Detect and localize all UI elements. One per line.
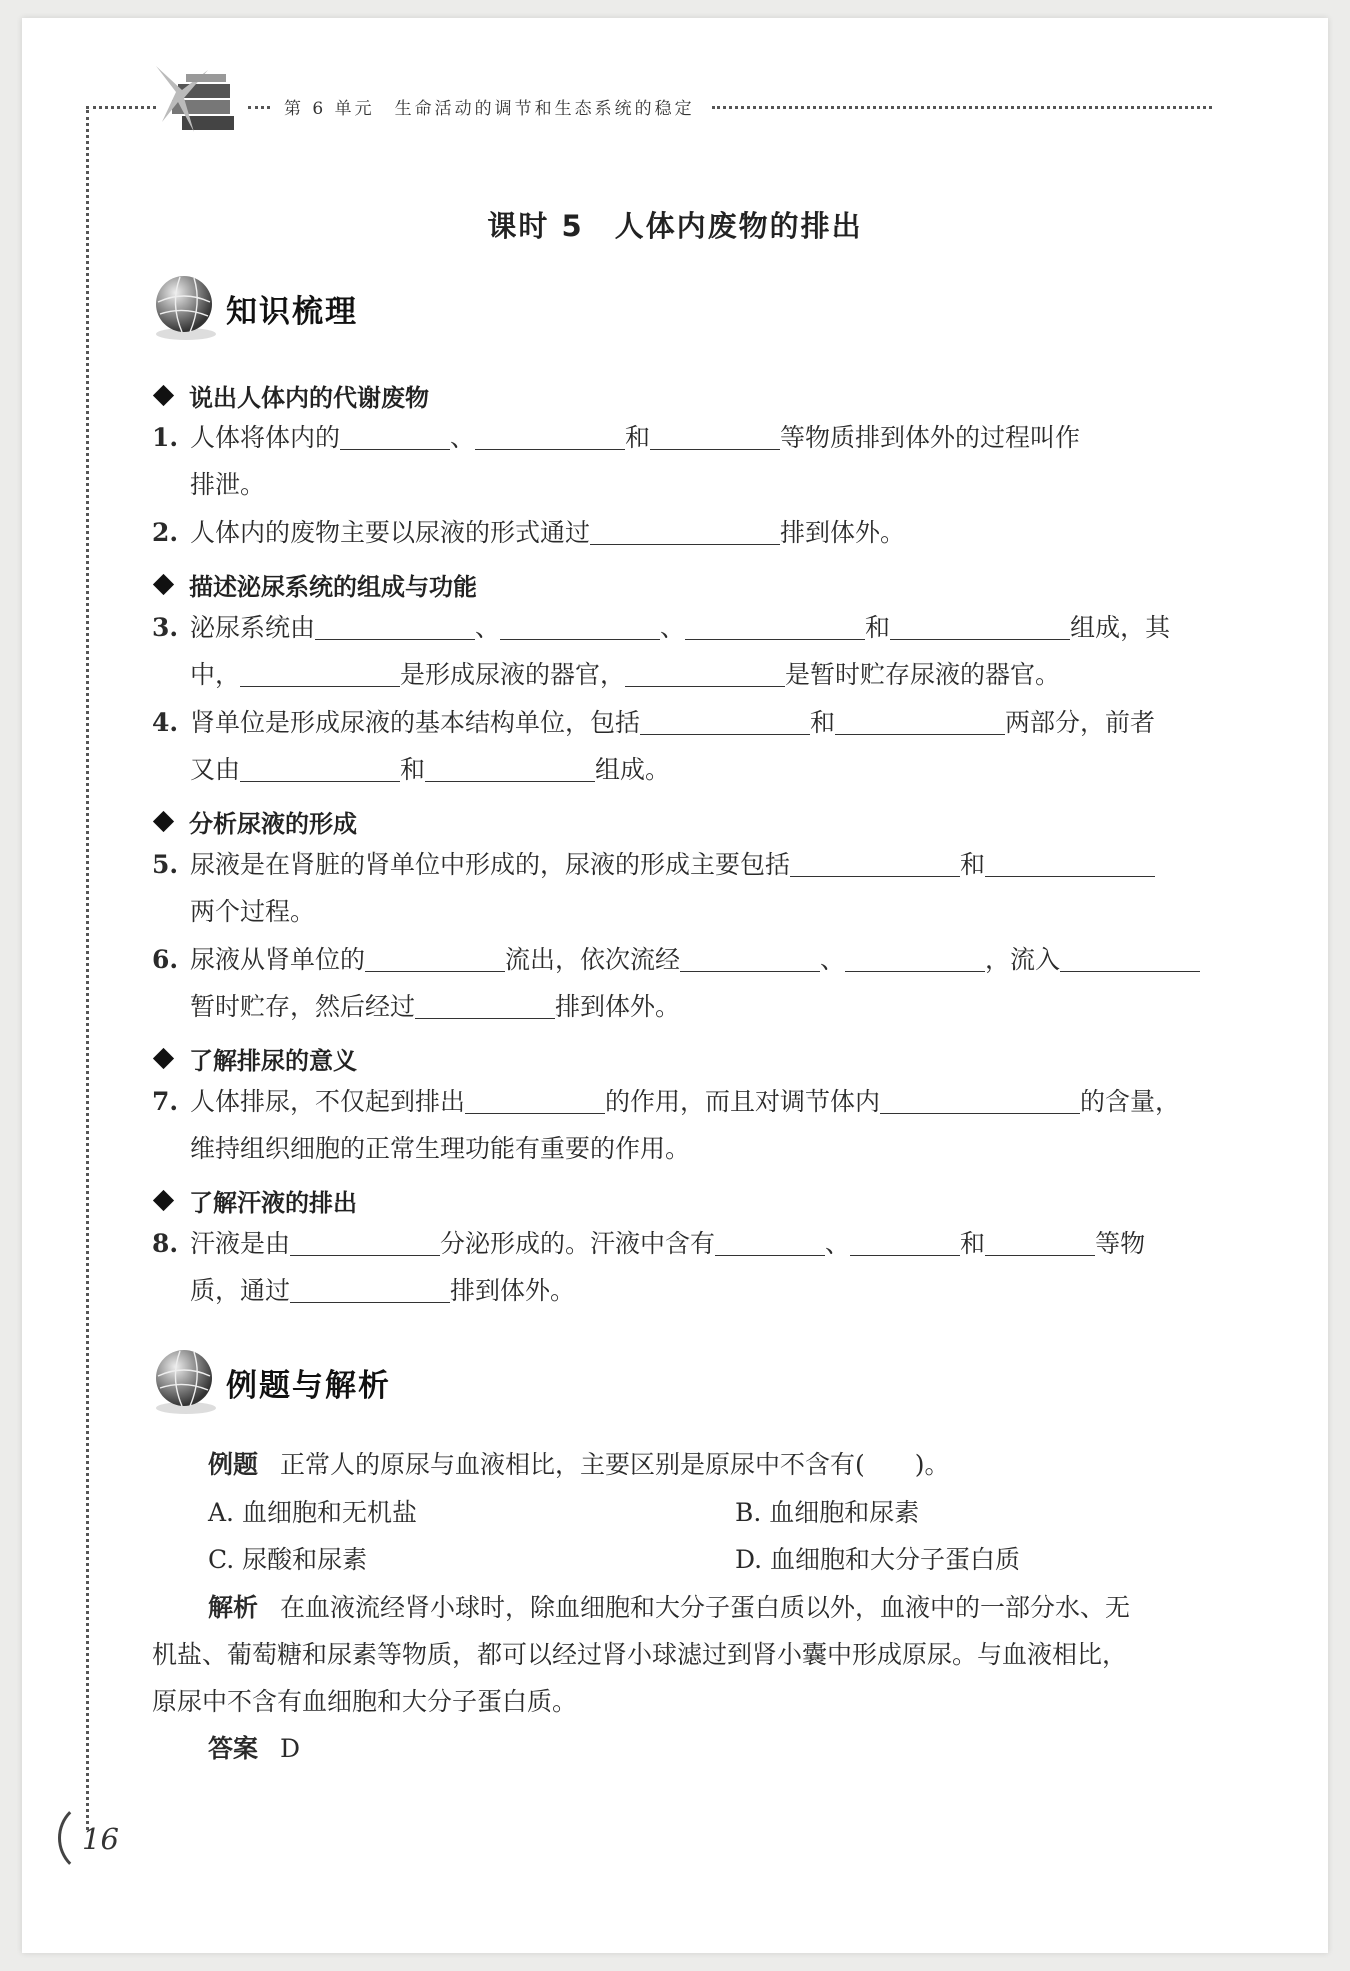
answer-blank[interactable] [290, 1280, 450, 1303]
answer-line: 答案 D [208, 1734, 301, 1763]
question-1-cont: 排泄。 [190, 470, 266, 499]
question-3-cont: 中， 是形成尿液的器官， 是暂时贮存尿液的器官。 [190, 660, 1061, 689]
option-c: C. 尿酸和尿素 [208, 1545, 368, 1574]
answer-blank[interactable] [715, 1233, 825, 1256]
globe-icon [150, 1346, 222, 1418]
answer-blank[interactable] [500, 617, 660, 640]
question-4-cont: 又由 和 组成。 [190, 755, 671, 784]
question-3: 3. 泌尿系统由 、 、 和 组成，其 [152, 613, 1171, 642]
answer-blank[interactable] [880, 1091, 1080, 1114]
question-6-cont: 暂时贮存，然后经过 排到体外。 [190, 992, 681, 1021]
answer-blank[interactable] [425, 759, 595, 782]
answer-blank[interactable] [845, 949, 985, 972]
answer-blank[interactable] [415, 996, 555, 1019]
answer-blank[interactable] [685, 617, 865, 640]
answer-blank[interactable] [290, 1233, 440, 1256]
answer-blank[interactable] [790, 854, 960, 877]
answer-blank[interactable] [315, 617, 475, 640]
question-7-cont: 维持组织细胞的正常生理功能有重要的作用。 [190, 1134, 691, 1163]
unit-header: 第 6 单元 生命活动的调节和生态系统的稳定 [284, 99, 695, 119]
section-label: 知识梳理 [226, 293, 358, 330]
analysis-line-2: 机盐、葡萄糖和尿素等物质，都可以经过肾小球滤过到肾小囊中形成原尿。与血液相比， [152, 1640, 1128, 1669]
subhead-4: 了解排尿的意义 [152, 1041, 357, 1076]
globe-icon [150, 272, 222, 344]
section-label: 例题与解析 [226, 1367, 391, 1404]
answer-blank[interactable] [475, 427, 625, 450]
question-6: 6. 尿液从肾单位的 流出，依次流经 、 ，流入 [152, 947, 1202, 972]
answer-blank[interactable] [890, 617, 1070, 640]
answer-blank[interactable] [365, 949, 505, 972]
answer-blank[interactable] [835, 712, 1005, 735]
diamond-bullet-icon [153, 1048, 174, 1069]
question-8: 8. 汗液是由 分泌形成的。汗液中含有 、 和 等物 [152, 1229, 1146, 1258]
answer-blank[interactable] [680, 949, 820, 972]
option-b: B. 血细胞和尿素 [735, 1498, 920, 1527]
analysis-line-3: 原尿中不含有血细胞和大分子蛋白质。 [152, 1687, 578, 1716]
answer-blank[interactable] [625, 664, 785, 687]
books-logo-icon [148, 62, 248, 142]
diamond-bullet-icon [153, 574, 174, 595]
option-d: D. 血细胞和大分子蛋白质 [735, 1545, 1021, 1574]
margin-dotted-line [86, 110, 89, 1830]
answer-blank[interactable] [340, 427, 450, 450]
header-dotted-line-right [712, 106, 1212, 109]
answer-blank[interactable] [850, 1233, 960, 1256]
answer-blank[interactable] [465, 1091, 605, 1114]
subhead-1: 说出人体内的代谢废物 [152, 378, 429, 413]
header-dotted-line-left [86, 106, 156, 109]
subhead-3: 分析尿液的形成 [152, 804, 357, 839]
question-4: 4. 肾单位是形成尿液的基本结构单位，包括 和 两部分，前者 [152, 708, 1156, 737]
question-2: 2. 人体内的废物主要以尿液的形式通过 排到体外。 [152, 518, 906, 547]
answer-blank[interactable] [985, 854, 1155, 877]
answer-blank[interactable] [240, 664, 400, 687]
question-1: 1. 人体将体内的 、 和 等物质排到体外的过程叫作 [152, 423, 1081, 452]
example-question: 例题 正常人的原尿与血液相比，主要区别是原尿中不含有( )。 [208, 1450, 950, 1479]
header-dotted-line-mid [248, 106, 270, 109]
subhead-2: 描述泌尿系统的组成与功能 [152, 567, 477, 602]
lesson-title: 课时 5 人体内废物的排出 [487, 209, 863, 243]
section-heading-knowledge [150, 272, 358, 344]
answer-blank[interactable] [1060, 949, 1200, 972]
option-a: A. 血细胞和无机盐 [208, 1498, 417, 1527]
question-8-cont: 质，通过 排到体外。 [190, 1276, 576, 1305]
diamond-bullet-icon [153, 385, 174, 406]
question-5: 5. 尿液是在肾脏的肾单位中形成的，尿液的形成主要包括 和 [152, 852, 1202, 877]
answer-blank[interactable] [640, 712, 810, 735]
answer-blank[interactable] [240, 759, 400, 782]
subhead-5: 了解汗液的排出 [152, 1183, 357, 1218]
section-heading-example [150, 1346, 391, 1418]
question-7: 7. 人体排尿，不仅起到排出 的作用，而且对调节体内 的含量， [152, 1087, 1181, 1116]
analysis-line-1: 解析 在血液流经肾小球时，除血细胞和大分子蛋白质以外，血液中的一部分水、无 [208, 1593, 1131, 1622]
question-5-cont: 两个过程。 [190, 897, 316, 926]
page-number: 16 [82, 1822, 119, 1856]
diamond-bullet-icon [153, 1190, 174, 1211]
answer-blank[interactable] [985, 1233, 1095, 1256]
answer-blank[interactable] [650, 427, 780, 450]
answer-blank[interactable] [590, 522, 780, 545]
diamond-bullet-icon [153, 811, 174, 832]
